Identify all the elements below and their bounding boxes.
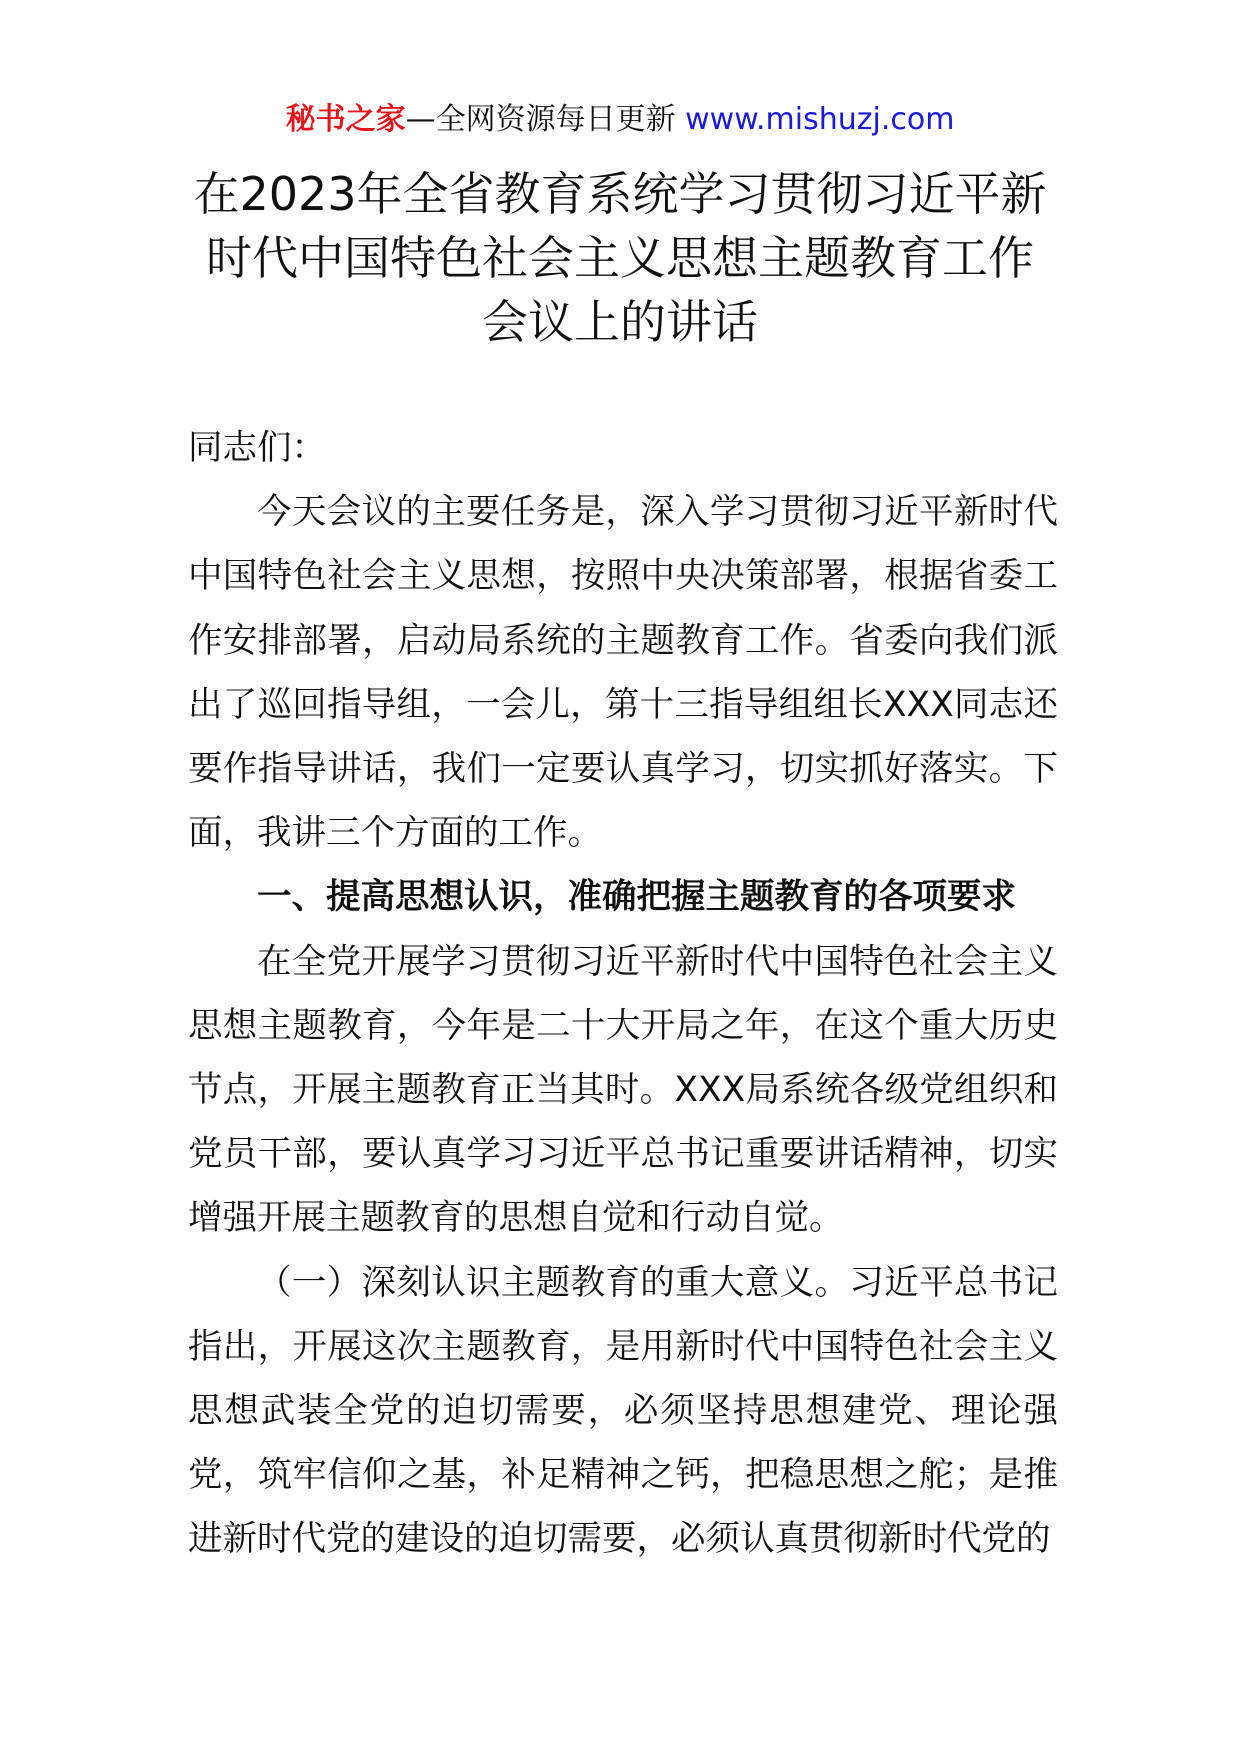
title-line: 会议上的讲话	[482, 295, 758, 349]
header-tagline: —全网资源每日更新	[405, 102, 686, 137]
salutation: 同志们：	[188, 428, 326, 468]
site-header	[0, 100, 1240, 140]
section-heading: 一、提高思想认识，准确把握主题教育的各项要求	[257, 877, 1016, 918]
brand-name: 秘书之家	[285, 102, 406, 137]
title-line: 时代中国特色社会主义思想主题教育工作	[206, 231, 1034, 285]
document-title	[150, 162, 1090, 354]
body-paragraph: 在全党开展学习贯彻习近平新时代中国特色社会主义思想主题教育，今年是二十大开局之年，在这个重大历史节点，开展主题教育正当其时。XXX局系统各级党组织和党员干部，要认真学习习近平总书记重要讲话精神，切实增强开展主题教育的思想自觉和行动自觉。	[188, 941, 1058, 1239]
site-url-link[interactable]: www.mishuzj.com	[685, 102, 955, 137]
title-line: 在2023年全省教育系统学习贯彻习近平新	[193, 167, 1047, 221]
document-body	[188, 416, 1058, 1572]
body-paragraph: 今天会议的主要任务是，深入学习贯彻习近平新时代中国特色社会主义思想，按照中央决策部署，根据省委工作安排部署，启动局系统的主题教育工作。省委向我们派出了巡回指导组，一会儿，第十三指导组组长XXX同志还要作指导讲话，我们一定要认真学习，切实抓好落实。下面，我讲三个方面的工作。	[188, 492, 1058, 854]
body-paragraph: （一）深刻认识主题教育的重大意义。习近平总书记指出，开展这次主题教育，是用新时代中国特色社会主义思想武装全党的迫切需要，必须坚持思想建党、理论强党，筑牢信仰之基，补足精神之钙，把稳思想之舵；是推进新时代党的建设的迫切需要，必须认真贯彻新时代党的	[188, 1262, 1058, 1560]
